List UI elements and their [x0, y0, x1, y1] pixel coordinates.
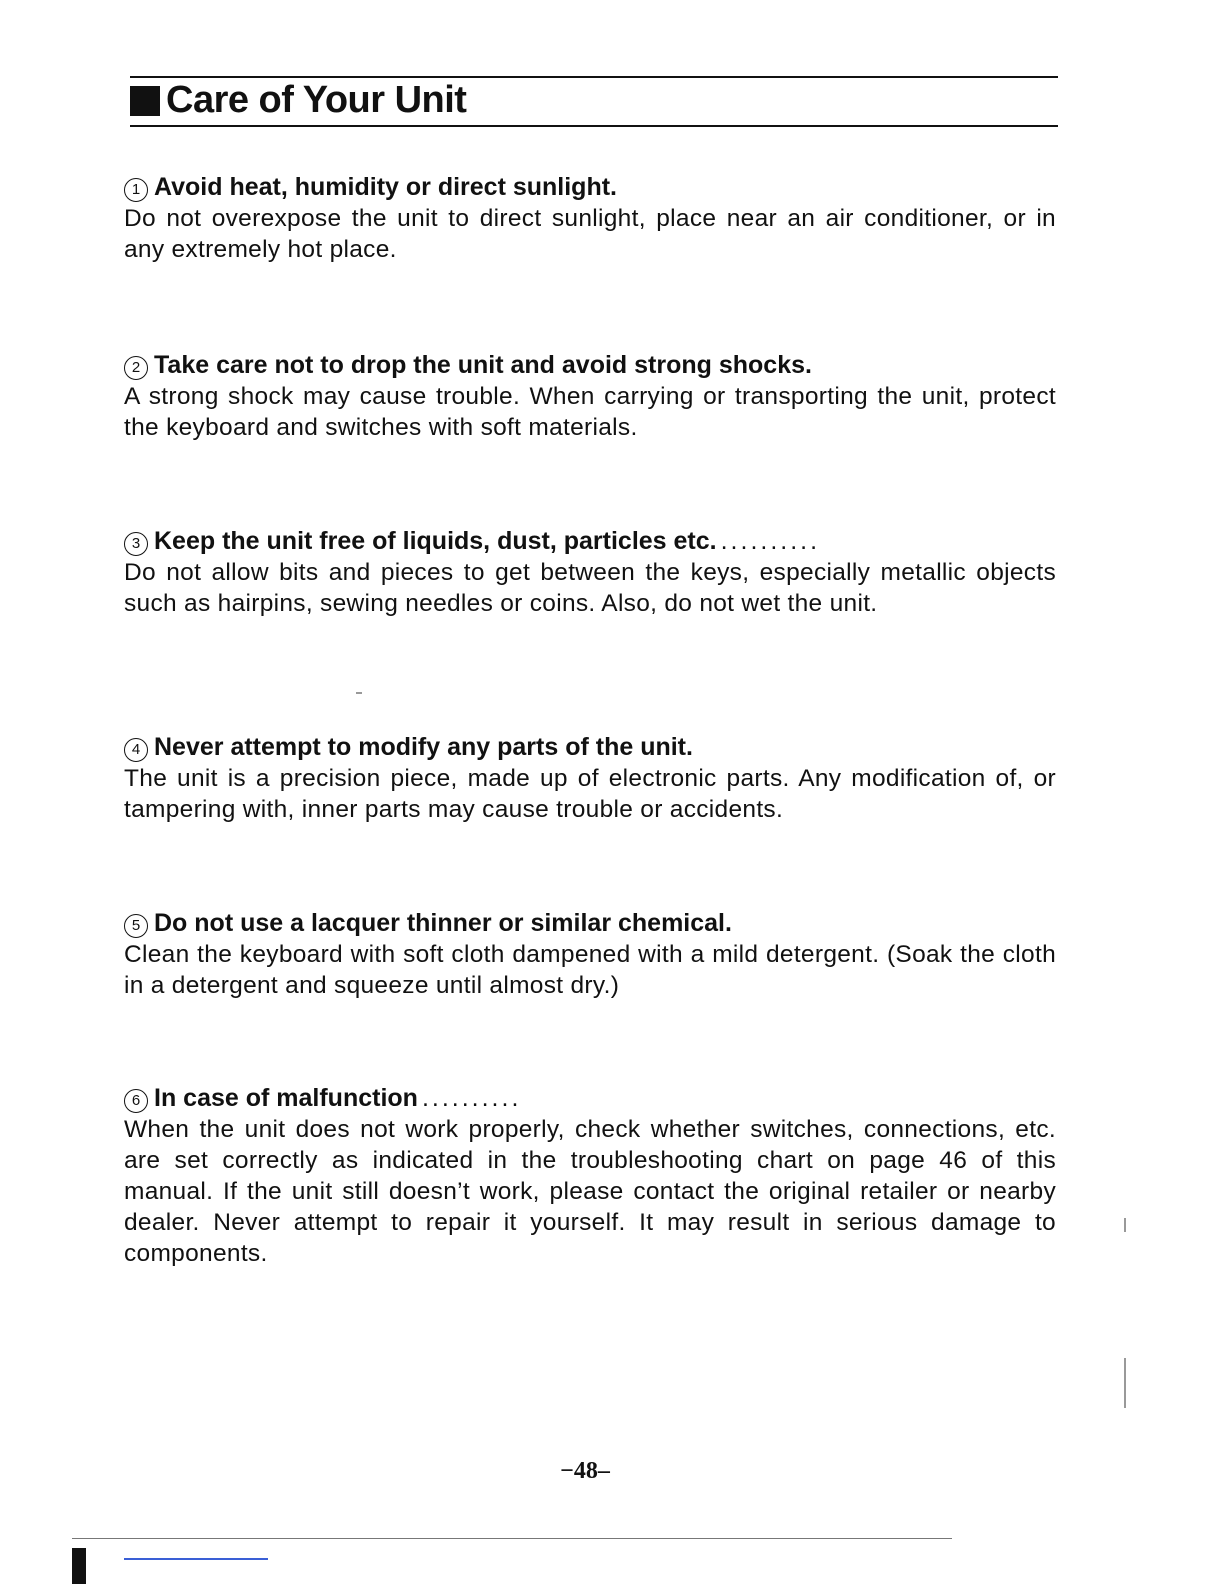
- care-item-heading: [124, 1082, 1056, 1114]
- care-item-heading: [124, 525, 1056, 557]
- care-item-heading: [124, 349, 1056, 381]
- care-item-heading-text: Do not use a lacquer thinner or similar chemical.: [154, 909, 732, 937]
- title-bottom-rule: [130, 125, 1058, 127]
- care-item-5: [124, 907, 1056, 1001]
- page-number: −48–: [560, 1458, 610, 1484]
- care-item-heading-text: Take care not to drop the unit and avoid strong shocks.: [154, 351, 812, 379]
- circled-number-icon: 1: [124, 178, 148, 202]
- care-item-1: [124, 171, 1056, 265]
- circled-number-icon: 5: [124, 914, 148, 938]
- care-item-3: [124, 525, 1056, 619]
- scan-speck: [1124, 1218, 1126, 1232]
- care-item-6: [124, 1082, 1056, 1269]
- care-item-body: Do not allow bits and pieces to get between the keys, especially metallic objects such as hairpins, sewing needles or coins. Also, do not wet the unit.: [124, 559, 1056, 617]
- page-title: [130, 78, 466, 122]
- circled-number-icon: 2: [124, 356, 148, 380]
- square-bullet-icon: [130, 86, 160, 116]
- care-item-body: When the unit does not work properly, check whether switches, connections, etc. are set correctly as indicated in the troubleshooting chart on page 46 of this manual. If the unit still doesn’t work, please contact the original retailer or nearby dealer. Never attempt to repair it yourself. It may result in serious damage to components.: [124, 1116, 1056, 1267]
- page-title-text: Care of Your Unit: [166, 79, 467, 121]
- scan-speck: [1124, 1358, 1126, 1408]
- scan-edge-mark: [72, 1548, 86, 1584]
- care-item-body: Do not overexpose the unit to direct sunlight, place near an air conditioner, or in any extremely hot place.: [124, 205, 1056, 263]
- care-item-heading-text: Never attempt to modify any parts of the unit.: [154, 733, 693, 761]
- circled-number-icon: 3: [124, 532, 148, 556]
- care-item-2: [124, 349, 1056, 443]
- care-item-heading-text: Keep the unit free of liquids, dust, particles etc.: [154, 527, 717, 555]
- care-item-heading: [124, 171, 1056, 203]
- scan-speck: [356, 692, 362, 694]
- care-item-heading: [124, 907, 1056, 939]
- care-item-body: The unit is a precision piece, made up of electronic parts. Any modification of, or tampering with, inner parts may cause trouble or accidents.: [124, 765, 1056, 823]
- care-item-heading-text: Avoid heat, humidity or direct sunlight.: [154, 173, 617, 201]
- leader-dots: ..........: [720, 527, 821, 555]
- circled-number-icon: 6: [124, 1089, 148, 1113]
- footer-blue-rule: [124, 1558, 268, 1560]
- circled-number-icon: 4: [124, 738, 148, 762]
- care-item-4: [124, 731, 1056, 825]
- leader-dots: ..........: [421, 1084, 522, 1112]
- care-item-body: A strong shock may cause trouble. When carrying or transporting the unit, protect the keyboard and switches with soft materials.: [124, 383, 1056, 441]
- care-item-heading: [124, 731, 1056, 763]
- care-item-heading-text: In case of malfunction: [154, 1084, 418, 1112]
- care-item-body: Clean the keyboard with soft cloth dampened with a mild detergent. (Soak the cloth in a detergent and squeeze until almost dry.): [124, 941, 1056, 999]
- footer-rule: [72, 1538, 952, 1539]
